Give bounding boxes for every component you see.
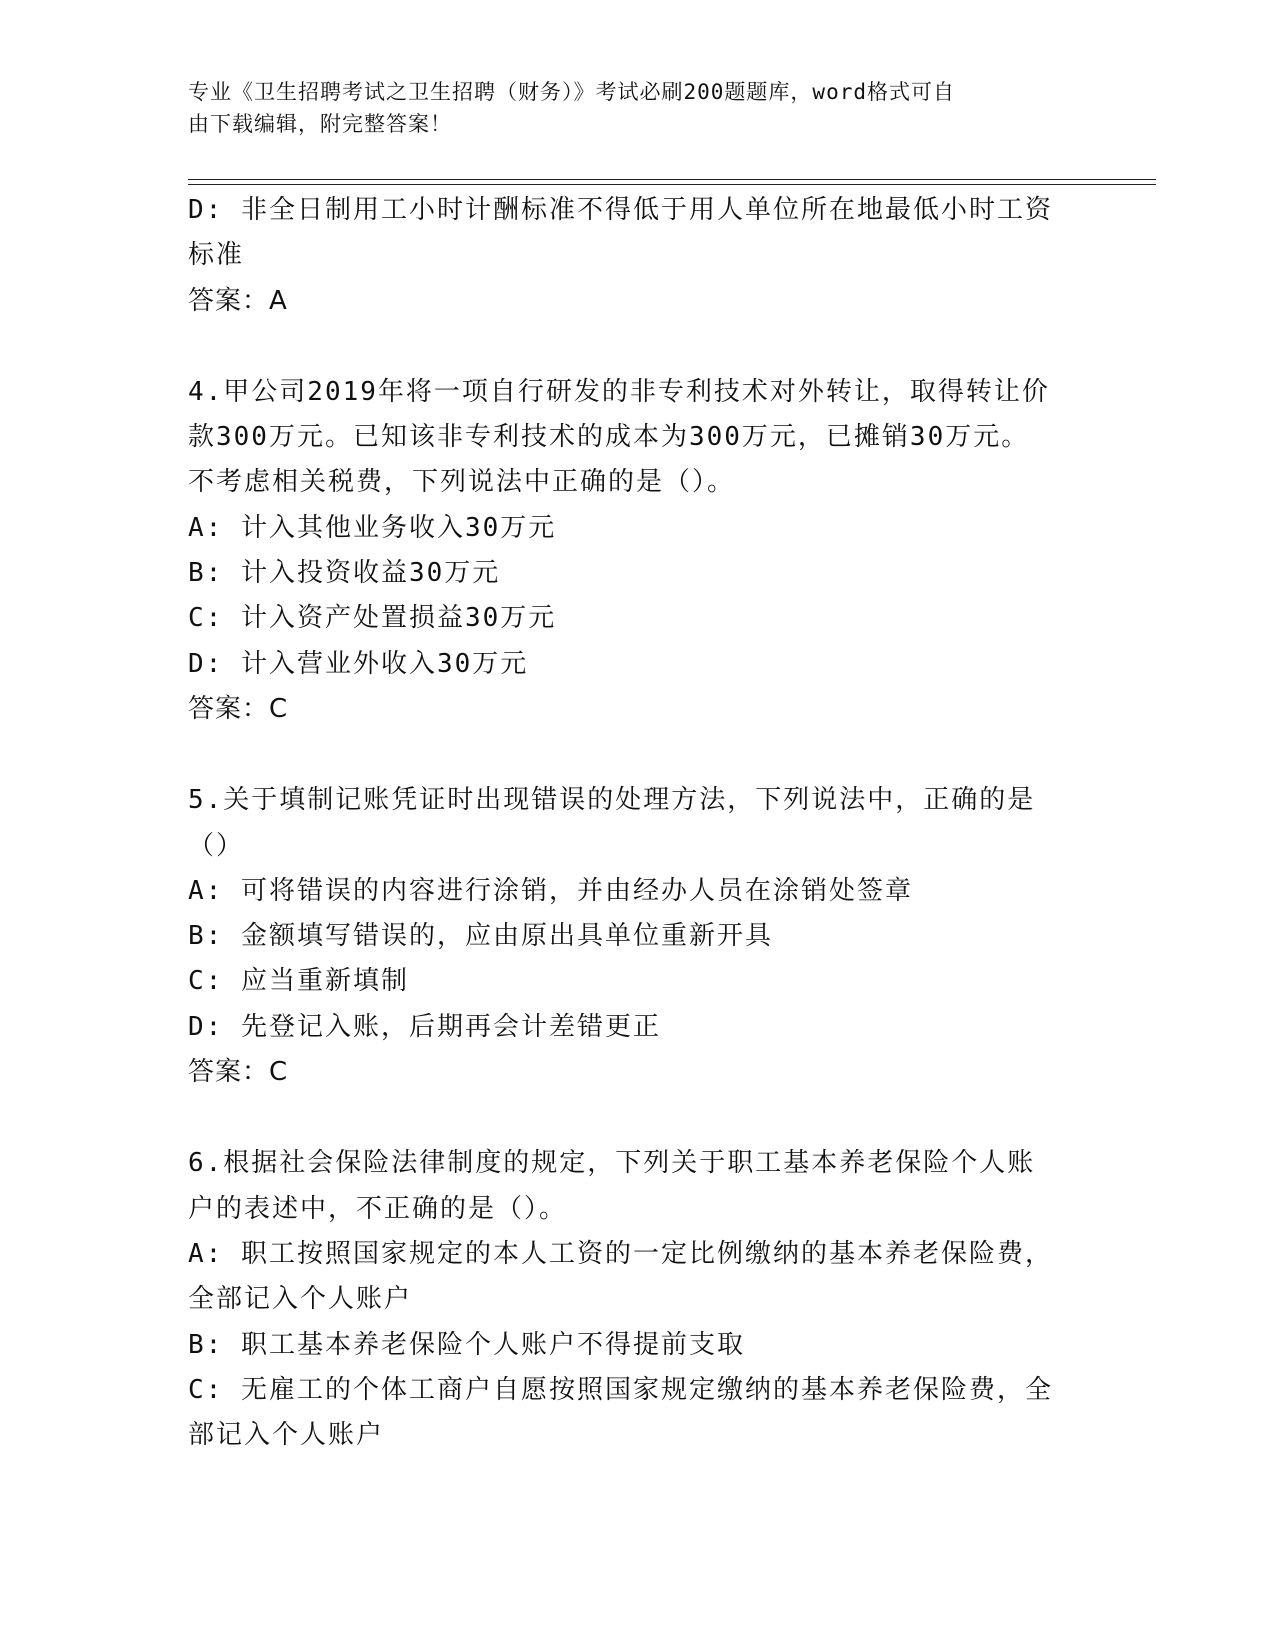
- question-6: [188, 1141, 1088, 1458]
- answer-line: 答案：C: [188, 1057, 289, 1088]
- option-d-line-2: 标准: [188, 240, 245, 271]
- question-4: [188, 370, 1088, 732]
- header-line-2: 由下载编辑，附完整答案！: [188, 112, 452, 136]
- question-stem-line-1: 6.根据社会保险法律制度的规定，下列关于职工基本养老保险个人账: [188, 1148, 1036, 1179]
- option-c: C: 计入资产处置损益30万元: [188, 603, 557, 634]
- document-header: [188, 76, 1068, 140]
- option-a: A: 计入其他业务收入30万元: [188, 512, 557, 543]
- question-3-tail: [188, 188, 1088, 324]
- option-d: D: 计入营业外收入30万元: [188, 648, 529, 679]
- question-stem-line-2: （）: [188, 830, 245, 861]
- question-stem-line-1: 5.关于填制记账凭证时出现错误的处理方法，下列说法中，正确的是: [188, 785, 1036, 816]
- option-a-line-1: A: 职工按照国家规定的本人工资的一定比例缴纳的基本养老保险费，: [188, 1238, 1053, 1269]
- answer-line: 答案：C: [188, 693, 289, 724]
- question-stem-line-2: 户的表述中，不正确的是（）。: [188, 1193, 568, 1224]
- header-line-1: 专业《卫生招聘考试之卫生招聘（财务）》考试必刷200题题库，word格式可自: [188, 80, 955, 104]
- document-body: [188, 188, 1088, 1458]
- option-d: D: 先登记入账，后期再会计差错更正: [188, 1011, 661, 1042]
- spacer: [188, 324, 1088, 370]
- option-b: B: 职工基本养老保险个人账户不得提前支取: [188, 1329, 745, 1360]
- option-c-line-1: C: 无雇工的个体工商户自愿按照国家规定缴纳的基本养老保险费，全: [188, 1374, 1053, 1405]
- option-a-line-2: 全部记入个人账户: [188, 1284, 413, 1315]
- option-b: B: 金额填写错误的，应由原出具单位重新开具: [188, 921, 773, 952]
- header-divider-bottom: [188, 184, 1156, 185]
- question-5: [188, 778, 1088, 1095]
- question-stem-line-3: 不考虑相关税费，下列说法中正确的是（）。: [188, 467, 736, 498]
- spacer: [188, 1095, 1088, 1141]
- option-c: C: 应当重新填制: [188, 966, 409, 997]
- header-divider-top: [188, 179, 1156, 180]
- option-a: A: 可将错误的内容进行涂销，并由经办人员在涂销处签章: [188, 875, 913, 906]
- option-c-line-2: 部记入个人账户: [188, 1420, 385, 1451]
- question-stem-line-2: 款300万元。已知该非专利技术的成本为300万元，已摊销30万元。: [188, 422, 1030, 453]
- answer-line: 答案：A: [188, 285, 288, 316]
- question-stem-line-1: 4.甲公司2019年将一项自行研发的非专利技术对外转让，取得转让价: [188, 376, 1050, 407]
- spacer: [188, 732, 1088, 778]
- option-d-line-1: D: 非全日制用工小时计酬标准不得低于用人单位所在地最低小时工资: [188, 195, 1053, 225]
- option-b: B: 计入投资收益30万元: [188, 558, 501, 589]
